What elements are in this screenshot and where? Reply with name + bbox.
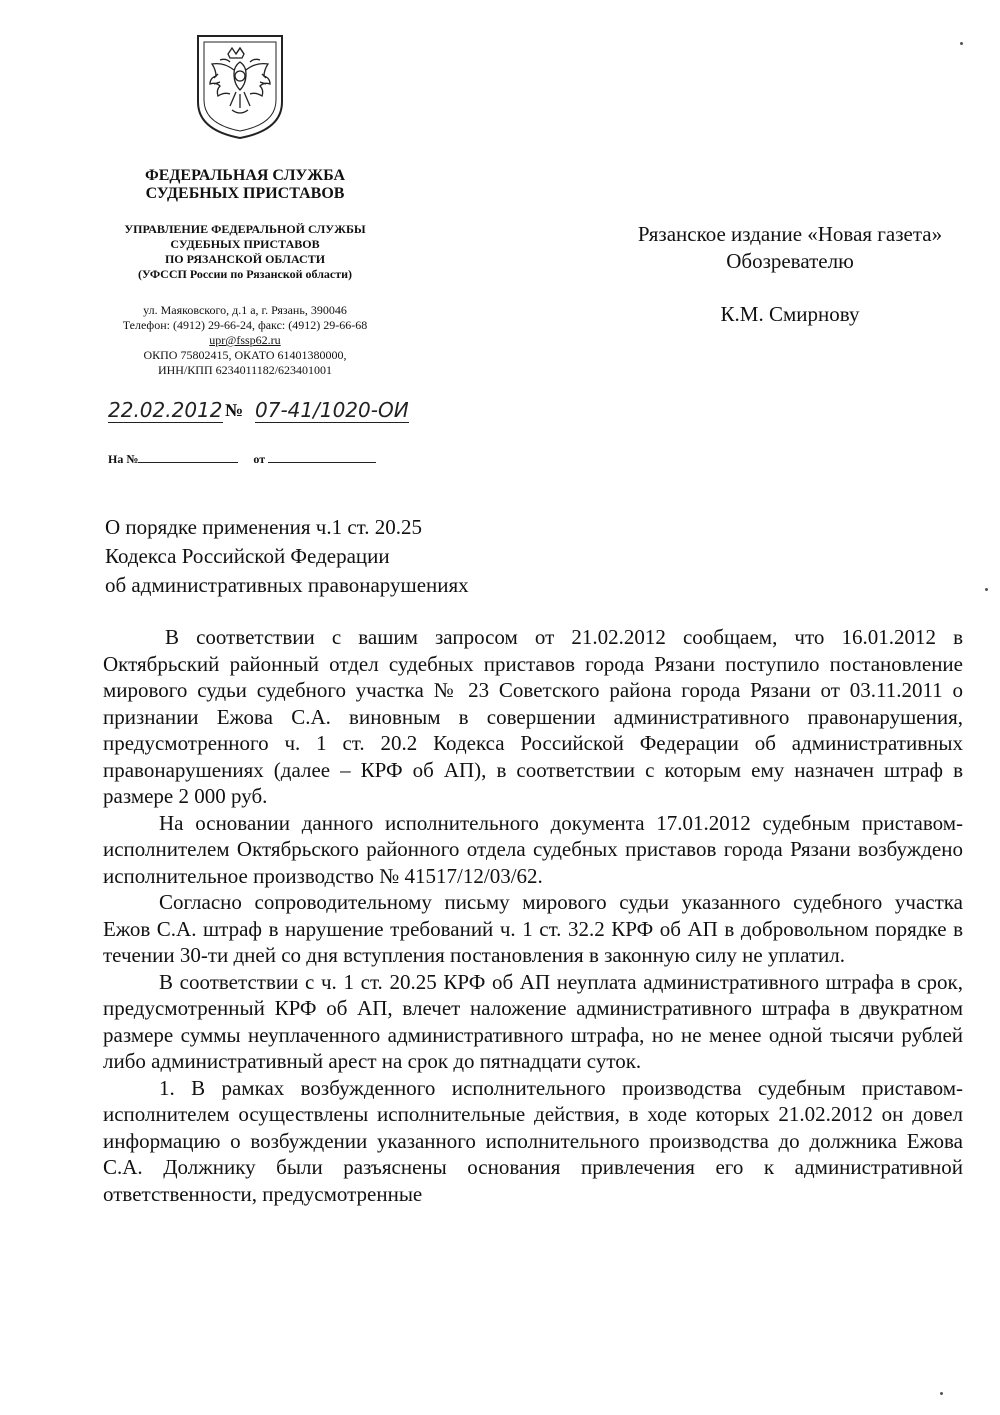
reference-line: [108, 452, 376, 467]
subject-line2: Кодекса Российской Федерации: [105, 544, 390, 568]
inn-kpp: ИНН/КПП 6234011182/623401001: [157, 363, 333, 377]
coat-of-arms-emblem: [192, 32, 288, 140]
email-link[interactable]: upr@fssp62.ru: [209, 333, 281, 347]
paragraph-1: В соответствии с вашим запросом от 21.02.2012 сообщаем, что 16.01.2012 в Октябрьский районный отдел судебных приставов города Рязани поступило постановление мирового судьи судебного участка № 23 Советского района города Рязани от 03.11.2011 о признании Ежова С.А. виновным в совершении административного правонарушения, предусмотренного ч. 1 ст. 20.2 Кодекса Российской Федерации об административных правонарушениях (далее – КРФ об АП), в соответствии с которым ему назначен штраф в размере 2 000 руб.: [103, 625, 963, 808]
paragraph-5: 1. В рамках возбужденного исполнительного производства судебным приставом-исполнителем осуществлены исполнительные действия, в ходе которых 21.02.2012 он довел информацию о возбуждении указанного исполнительного производства до должника Ежова С.А. Должнику были разъяснены основания привлечения его к административной ответственности, предусмотренные: [103, 1075, 963, 1206]
department-line3: ПО РЯЗАНСКОЙ ОБЛАСТИ: [164, 252, 326, 266]
scan-speck: [985, 588, 988, 591]
reference-from-label: от: [253, 452, 266, 466]
reference-number-label: На №: [108, 452, 139, 466]
registration-date: 22.02.2012: [108, 398, 223, 422]
registration-number: 07-41/1020-ОИ: [255, 398, 409, 422]
recipient-line2: Обозревателю: [726, 249, 854, 273]
email-row: [100, 333, 390, 348]
department-line2: СУДЕБНЫХ ПРИСТАВОВ: [170, 237, 320, 251]
okpo-okato: ОКПО 75802415, ОКАТО 61401380000,: [143, 348, 347, 362]
scan-speck: [960, 42, 963, 45]
phone-fax: Телефон: (4912) 29-66-24, факс: (4912) 29-66-68: [122, 318, 368, 332]
agency-name-line2: СУДЕБНЫХ ПРИСТАВОВ: [145, 185, 345, 202]
reference-number-blank: [138, 452, 238, 463]
recipient-name: К.М. Смирнову: [720, 302, 860, 326]
reference-date-blank: [268, 452, 376, 463]
paragraph-2: На основании данного исполнительного документа 17.01.2012 судебным приставом-исполнителем Октябрьского районного отдела судебных приставов города Рязани возбуждено исполнительное производство № 41517/12/03/62.: [103, 810, 963, 888]
paragraph-3: Согласно сопроводительному письму мирового судьи указанного судебного участка Ежов С.А. штраф в нарушение требований ч. 1 ст. 32.2 КРФ об АП в добровольном порядке в течении 30-ти дней со дня вступления постановления в законную силу не уплатил.: [103, 890, 963, 967]
subject-block: [105, 513, 469, 600]
scan-speck: [940, 1392, 943, 1395]
body-text: [103, 624, 963, 1207]
department-line4: (УФССП России по Рязанской области): [137, 267, 353, 281]
address: ул. Маяковского, д.1 а, г. Рязань, 390046: [143, 303, 347, 317]
subject-line3: об административных правонарушениях: [105, 573, 469, 597]
department-line1: УПРАВЛЕНИЕ ФЕДЕРАЛЬНОЙ СЛУЖБЫ: [124, 222, 366, 236]
number-sign: №: [225, 400, 244, 420]
recipient-line1: Рязанское издание «Новая газета»: [637, 222, 943, 246]
subject-line1: О порядке применения ч.1 ст. 20.25: [105, 515, 423, 539]
paragraph-4: В соответствии с ч. 1 ст. 20.25 КРФ об АП неуплата административного штрафа в срок, предусмотренный КРФ об АП, влечет наложение административного штрафа в двукратном размере суммы неуплаченного административного штрафа, но не менее одной тысячи рублей либо административный арест на срок до пятнадцати суток.: [103, 969, 963, 1073]
registration-line: [108, 398, 418, 428]
agency-name-line1: ФЕДЕРАЛЬНАЯ СЛУЖБА: [145, 167, 345, 184]
